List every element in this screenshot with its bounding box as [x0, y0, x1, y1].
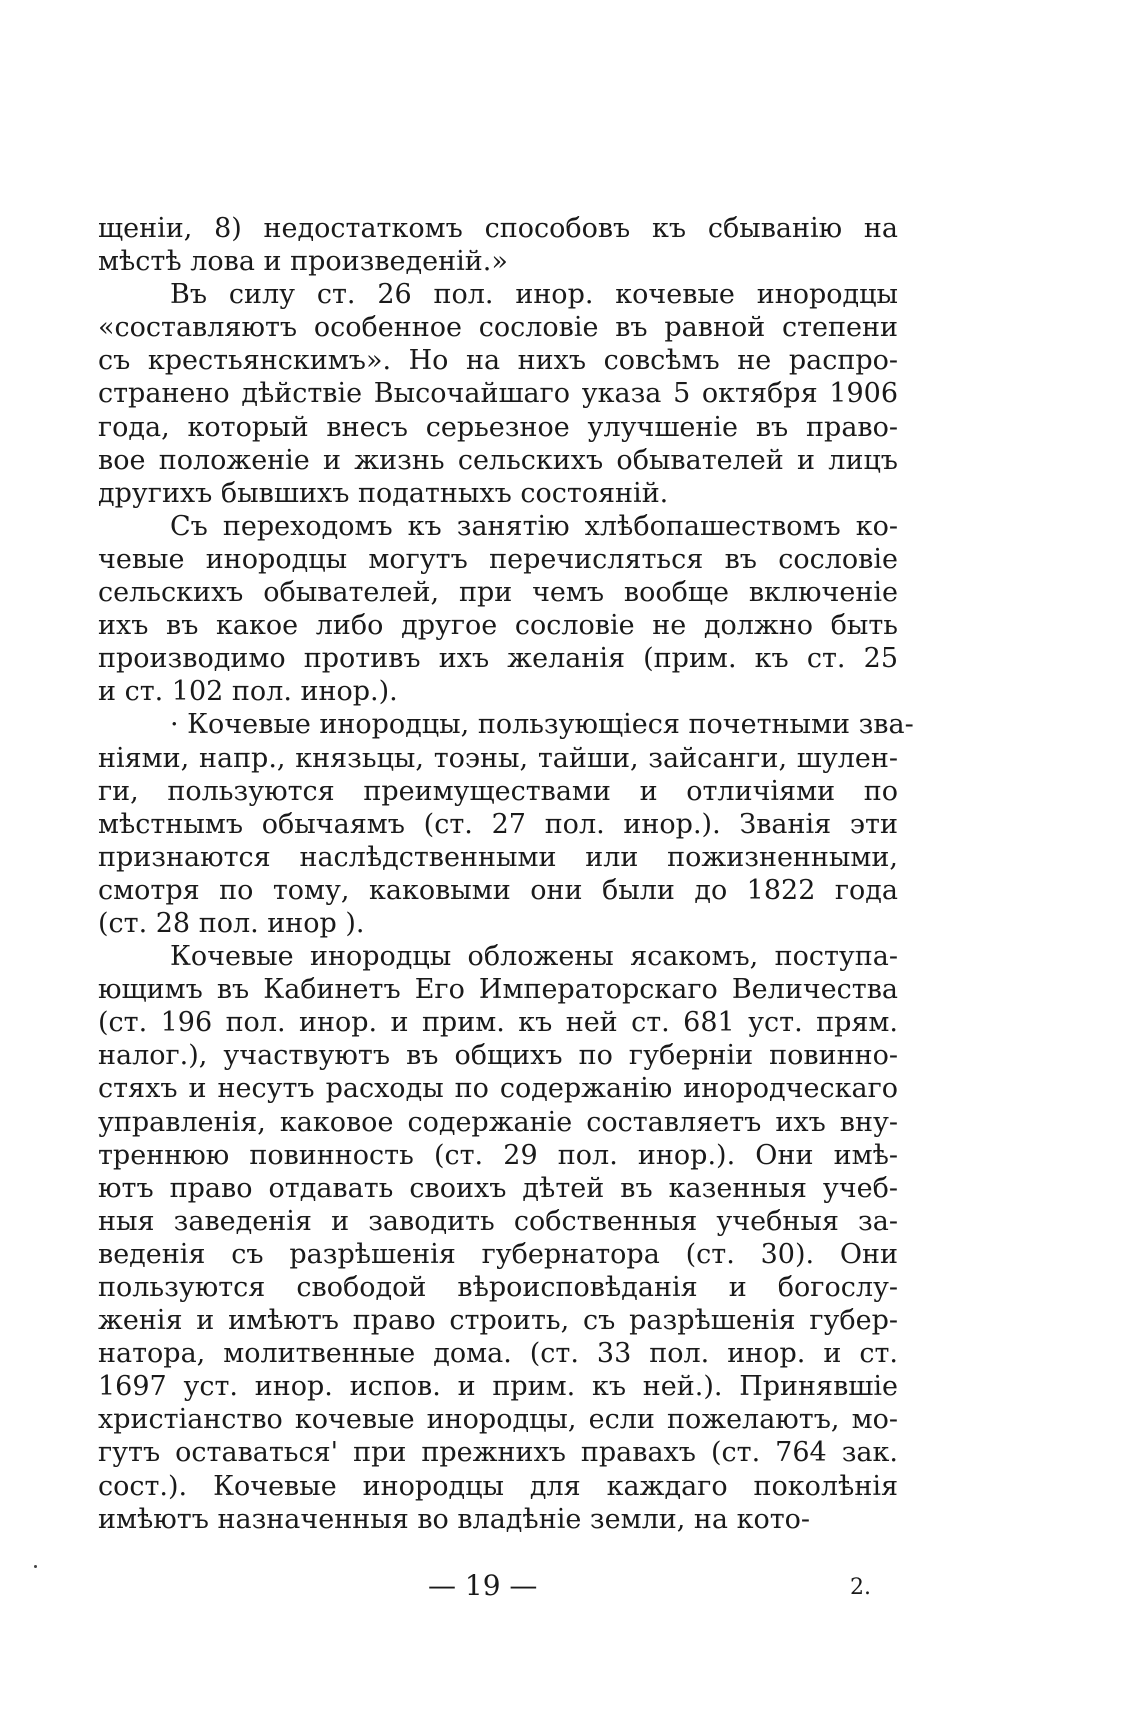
- page-number: — 19 —: [428, 1569, 538, 1602]
- text-line: пользуются свободой вѣроисповѣданiя и богослу-: [98, 1272, 898, 1303]
- text-line: Въ силу ст. 26 пол. инор. кочевые инородцы: [170, 279, 898, 311]
- text-line: ющимъ въ Кабинетъ Его Императорскаго Величества: [98, 974, 898, 1006]
- signature-mark: 2.: [850, 1575, 871, 1600]
- text-line: натора, молитвенные дома. (ст. 33 пол. инор. и ст.: [98, 1338, 898, 1370]
- text-line: треннюю повинность (ст. 29 пол. инор.). Они имѣ-: [98, 1139, 898, 1171]
- text-line: · Кочевые инородцы, пользующiеся почетными зва-: [170, 709, 914, 741]
- text-line: имѣютъ назначенныя во владѣнiе земли, на кото-: [98, 1503, 811, 1535]
- text-line: и ст. 102 пол. инор.).: [98, 676, 398, 708]
- text-line: другихъ бывшихъ податныхъ состоянiй.: [98, 477, 669, 509]
- text-line: мѣстѣ лова и произведенiй.»: [98, 246, 508, 278]
- text-line: налог.), участвуютъ въ общихъ по губернiи повинно-: [98, 1040, 898, 1072]
- text-line: «составляютъ особенное сословiе въ равной степени: [98, 312, 898, 344]
- text-line: ихъ въ какое либо другое сословiе не должно быть: [98, 610, 898, 642]
- text-line: гутъ оставаться' при прежнихъ правахъ (ст. 764 зак.: [98, 1437, 898, 1469]
- text-line: странено дѣйствiе Высочайшаго указа 5 октября 1906: [98, 378, 898, 410]
- text-line: веденiя съ разрѣшенiя губернатора (ст. 30). Они: [98, 1238, 898, 1270]
- text-line: Кочевые инородцы обложены ясакомъ, поступа-: [170, 941, 898, 973]
- text-line: производимо противъ ихъ желанiя (прим. къ ст. 25: [98, 643, 898, 675]
- text-line: 1697 уст. инор. испов. и прим. къ ней.). Принявшiе: [98, 1371, 898, 1403]
- text-line: признаются наслѣдственными или пожизненными,: [98, 841, 898, 873]
- text-line: щенiи, 8) недостаткомъ способовъ къ сбыванiю на: [98, 213, 898, 244]
- text-line: вое положенiе и жизнь сельскихъ обывателей и лицъ: [98, 444, 898, 476]
- text-line: ги, пользуются преимуществами и отличiями по: [98, 775, 898, 807]
- text-line: Съ переходомъ къ занятiю хлѣбопашествомъ ко-: [170, 510, 898, 542]
- text-line: сельскихъ обывателей, при чемъ вообще включенiе: [98, 577, 898, 609]
- page-footer: [0, 1566, 1140, 1606]
- text-line: ныя заведенiя и заводить собственныя учебныя за-: [98, 1205, 898, 1237]
- text-line: съ крестьянскимъ». Но на нихъ совсѣмъ не распро-: [98, 345, 898, 377]
- text-line: стяхъ и несутъ расходы по содержанiю инородческаго: [98, 1073, 898, 1105]
- text-line: смотря по тому, каковыми они были до 1822 года: [98, 874, 898, 906]
- text-line: (ст. 196 пол. инор. и прим. къ ней ст. 681 уст. прям.: [98, 1007, 898, 1039]
- print-speck: [34, 1565, 37, 1568]
- text-line: женiя и имѣютъ право строить, съ разрѣшенiя губер-: [98, 1305, 898, 1337]
- text-line: управленiя, каковое содержанiе составляетъ ихъ вну-: [98, 1106, 898, 1138]
- text-line: сост.). Кочевые инородцы для каждаго поколѣнiя: [98, 1470, 898, 1502]
- page-text: [98, 212, 914, 1536]
- text-line: мѣстнымъ обычаямъ (ст. 27 пол. инор.). Званiя эти: [98, 808, 898, 840]
- text-line: чевые инородцы могутъ перечисляться въ сословiе: [98, 543, 898, 575]
- text-line: христiанство кочевые инородцы, если пожелаютъ, мо-: [98, 1404, 898, 1436]
- text-line: ютъ право отдавать своихъ дѣтей въ казенныя учеб-: [98, 1172, 898, 1204]
- text-line: (ст. 28 пол. инор ).: [98, 907, 365, 939]
- text-line: года, который внесъ серьезное улучшенiе въ право-: [98, 411, 898, 443]
- text-line: нiями, напр., князьцы, тоэны, тайши, зайсанги, шулен-: [98, 742, 898, 774]
